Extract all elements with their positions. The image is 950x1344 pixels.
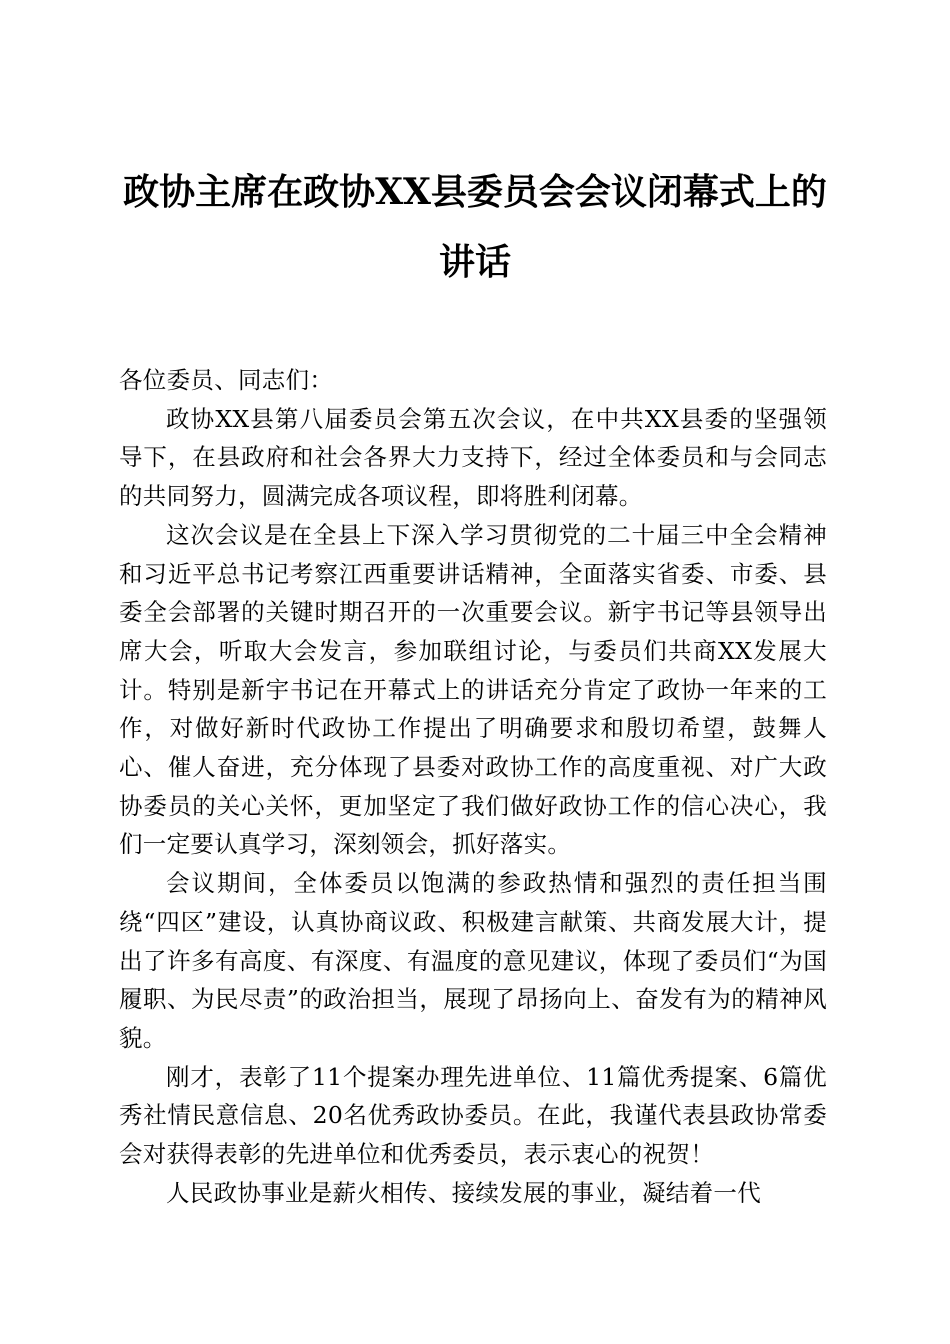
paragraph-4: 刚才，表彰了11个提案办理先进单位、11篇优秀提案、6篇优秀社情民意信息、20名优秀政协委员。在此，我谨代表县政协常委会对获得表彰的先进单位和优秀委员，表示衷心的祝贺！ xyxy=(119,1062,827,1169)
paragraph-2: 这次会议是在全县上下深入学习贯彻党的二十届三中全会精神和习近平总书记考察江西重要讲话精神，全面落实省委、市委、县委全会部署的关键时期召开的一次重要会议。新宇书记等县领导出席大会，听取大会发言，参加联组讨论，与委员们共商XX发展大计。特别是新宇书记在开幕式上的讲话充分肯定了政协一年来的工作，对做好新时代政协工作提出了明确要求和殷切希望，鼓舞人心、催人奋进，充分体现了县委对政协工作的高度重视、对广大政协委员的关心关怀，更加坚定了我们做好政协工作的信心决心，我们一定要认真学习，深刻领会，抓好落实。 xyxy=(119,520,827,859)
document-title-line-2: 讲话 xyxy=(438,241,511,283)
paragraph-1: 政协XX县第八届委员会第五次会议，在中共XX县委的坚强领导下，在县政府和社会各界大力支持下，经过全体委员和与会同志的共同努力，圆满完成各项议程，即将胜利闭幕。 xyxy=(119,404,827,511)
salutation: 各位委员、同志们： xyxy=(119,366,334,394)
document-body xyxy=(119,361,827,1212)
paragraph-5: 人民政协事业是薪火相传、接续发展的事业，凝结着一代 xyxy=(166,1178,761,1207)
paragraph-3: 会议期间，全体委员以饱满的参政热情和强烈的责任担当围绕“四区”建设，认真协商议政、积极建言献策、共商发展大计，提出了许多有高度、有深度、有温度的意见建议，体现了委员们“为国履职、为民尽责”的政治担当，展现了昂扬向上、奋发有为的精神风貌。 xyxy=(119,869,827,1052)
document-title-line-1: 政协主席在政协XX县委员会会议闭幕式上的 xyxy=(123,171,827,213)
